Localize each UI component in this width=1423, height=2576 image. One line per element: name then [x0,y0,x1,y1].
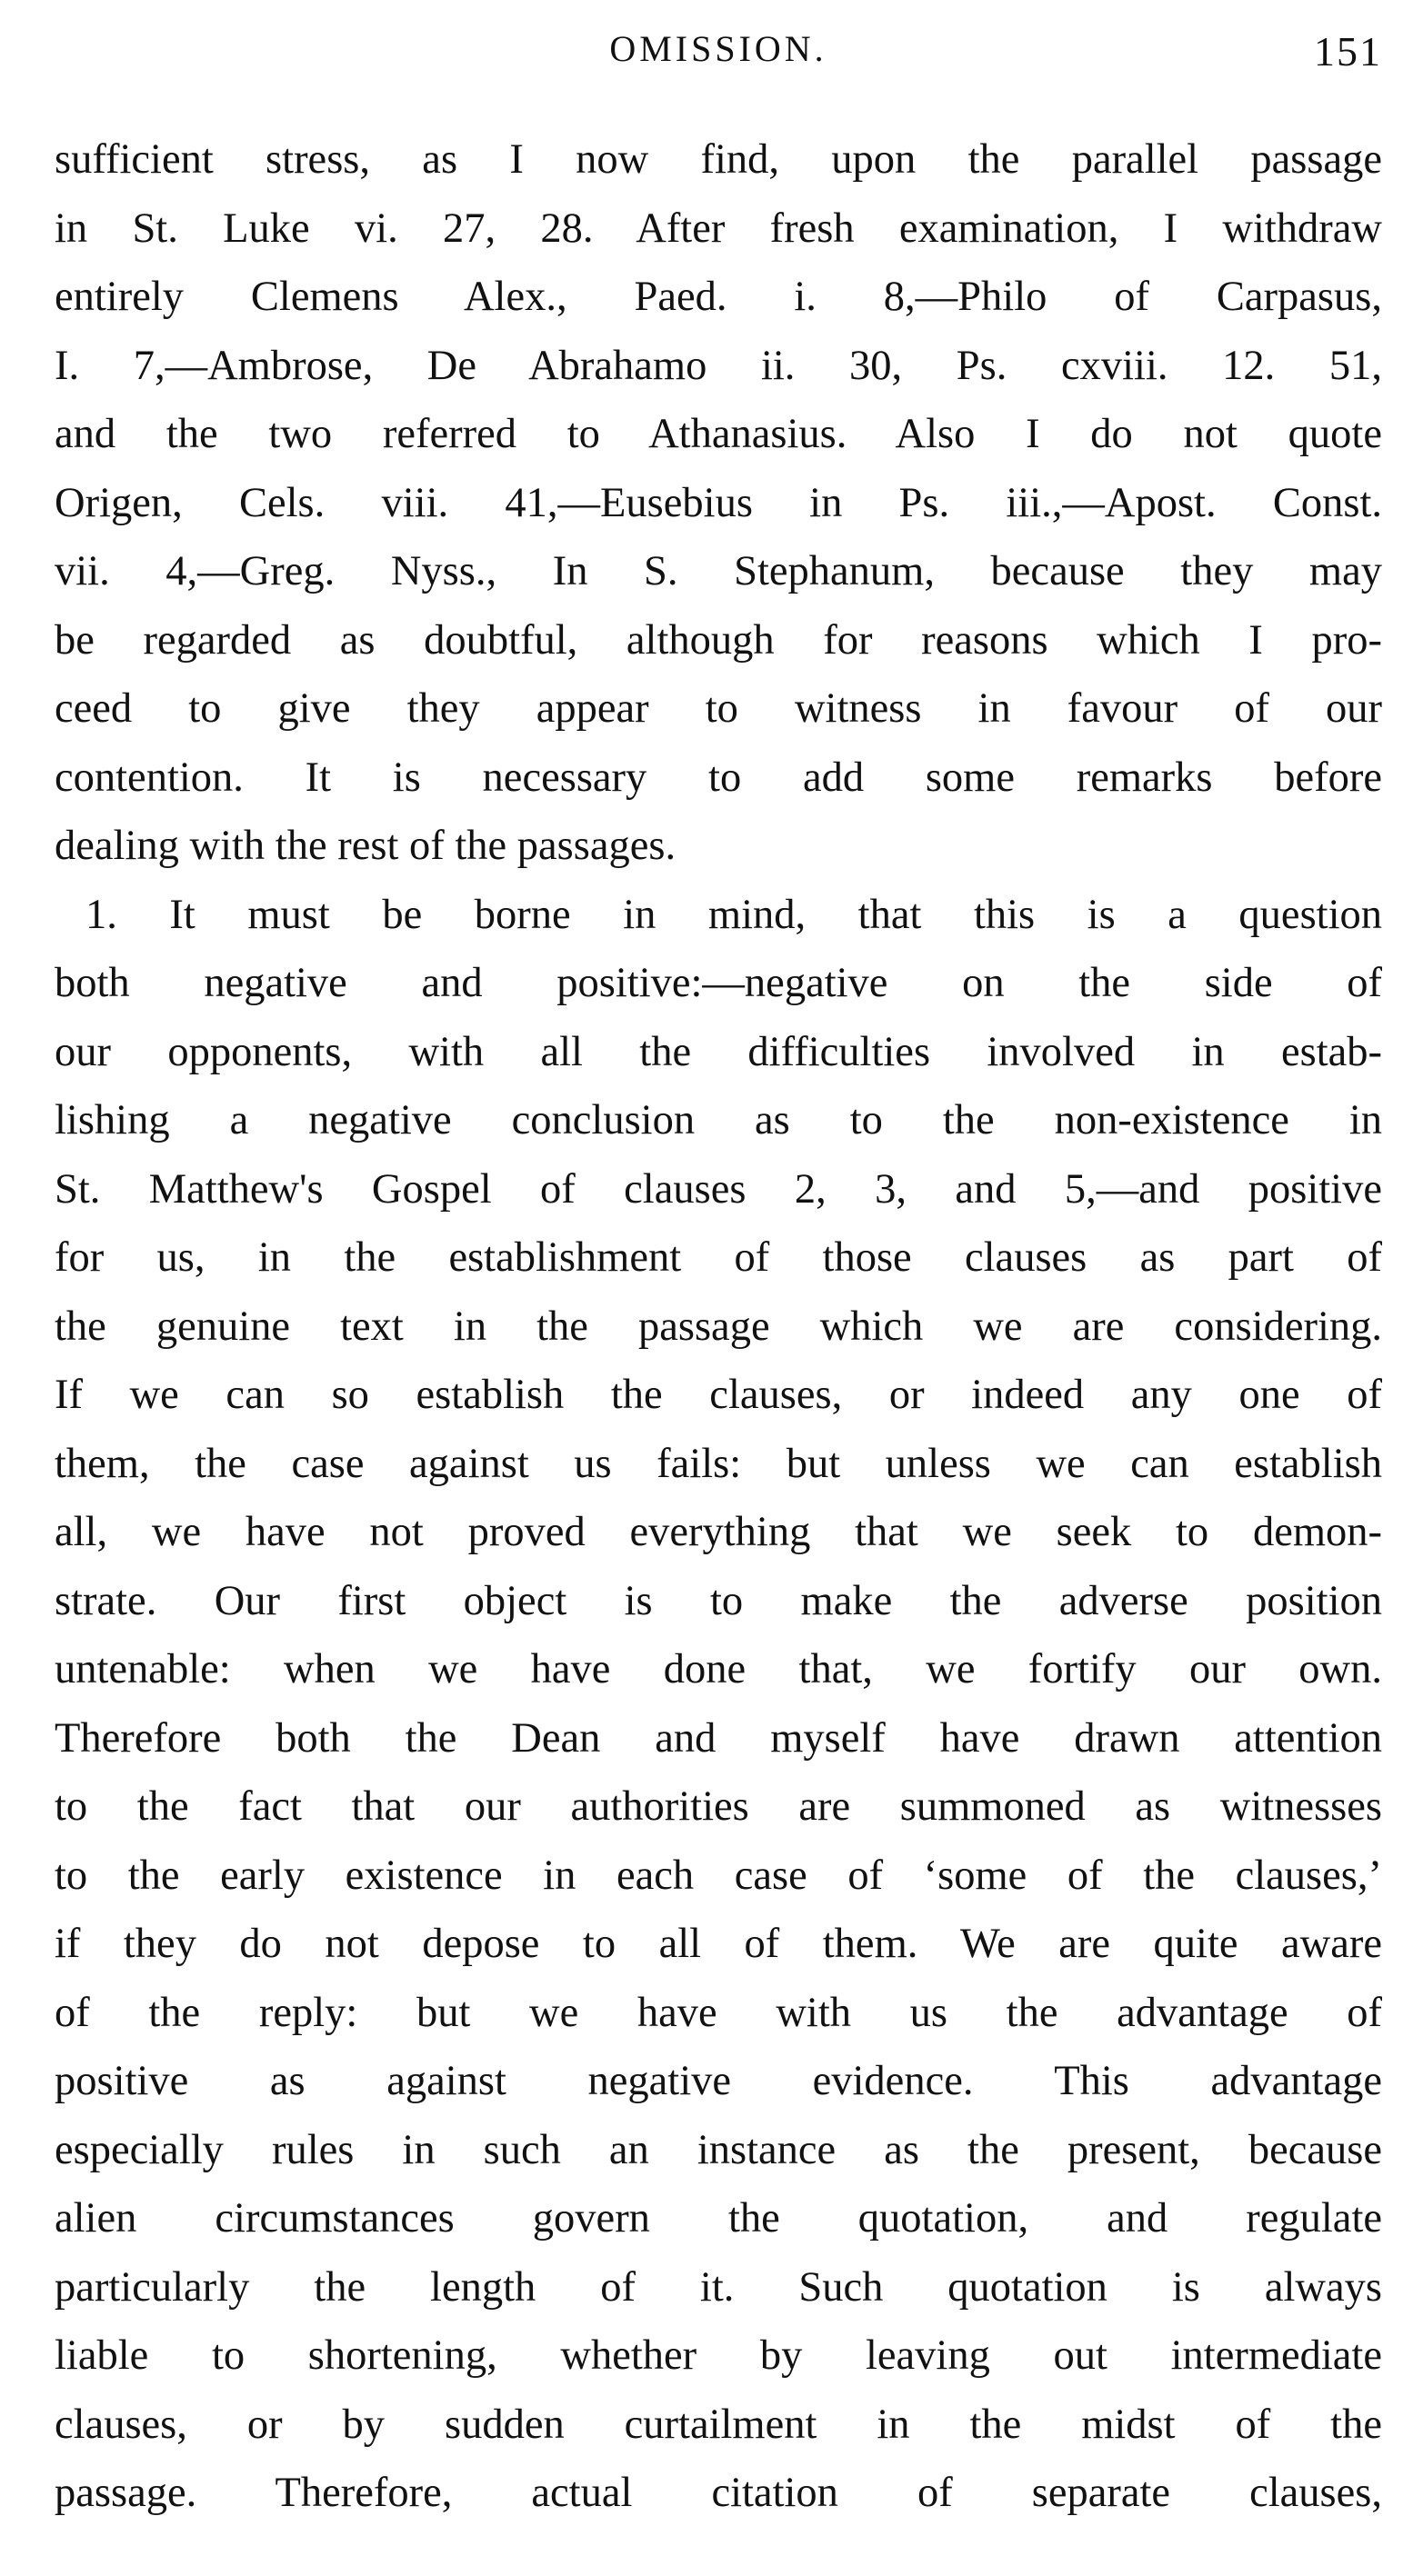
text-line: clauses, or by sudden curtailment in the midst of the [55,2401,1382,2448]
text-line: strate. Our first object is to make the adverse position [55,1577,1382,1624]
body-text [55,125,1382,2528]
text-line: to the early existence in each case of ‘some of the clauses,’ [55,1852,1382,1899]
page-number: 151 [1314,28,1382,75]
text-line: them, the case against us fails: but unless we can establish [55,1440,1382,1487]
text-line: to the fact that our authorities are summoned as witnesses [55,1783,1382,1830]
text-line: the genuine text in the passage which we are considering. [55,1303,1382,1350]
text-line: both negative and positive:—negative on the side of [55,960,1382,1006]
text-line: untenable: when we have done that, we fortify our own. [55,1646,1382,1692]
text-line: if they do not depose to all of them. We are quite aware [55,1921,1382,1967]
text-line: If we can so establish the clauses, or indeed any one of [55,1372,1382,1418]
text-line: sufficient stress, as I now find, upon the parallel passage [55,136,1382,183]
page-header [55,27,1382,82]
text-line: lishing a negative conclusion as to the non-existence in [55,1097,1382,1143]
text-line: passage. Therefore, actual citation of separate clauses, [55,2470,1382,2516]
text-line: our opponents, with all the difficulties involved in estab- [55,1028,1382,1075]
text-line: Therefore both the Dean and myself have drawn attention [55,1714,1382,1762]
text-line: alien circumstances govern the quotation, and regulate [55,2195,1382,2242]
text-line: ceed to give they appear to witness in favour of our [55,685,1382,732]
text-line: dealing with the rest of the passages. [55,823,676,869]
text-line: entirely Clemens Alex., Paed. i. 8,—Philo of Carpasus, [55,274,1382,320]
text-line: vii. 4,—Greg. Nyss., In S. Stephanum, because they may [55,548,1382,594]
text-line: positive as against negative evidence. This advantage [55,2058,1382,2104]
text-line: contention. It is necessary to add some remarks before [55,754,1382,801]
text-line: of the reply: but we have with us the advantage of [55,1989,1382,2036]
text-line: be regarded as doubtful, although for reasons which I pro- [55,616,1382,664]
text-line: in St. Luke vi. 27, 28. After fresh examination, I withdraw [55,205,1382,252]
text-line: especially rules in such an instance as the present, because [55,2126,1382,2173]
text-line: all, we have not proved everything that we seek to demon- [55,1509,1382,1555]
paragraph-start-line: 1. It must be borne in mind, that this is a question [85,891,1382,938]
text-line: I. 7,—Ambrose, De Abrahamo ii. 30, Ps. cxviii. 12. 51, [55,342,1382,389]
text-line: liable to shortening, whether by leaving out intermediate [55,2332,1382,2379]
text-line: St. Matthew's Gospel of clauses 2, 3, and 5,—and positive [55,1165,1382,1213]
text-line: for us, in the establishment of those clauses as part of [55,1234,1382,1281]
running-title: OMISSION. [609,28,827,69]
text-line: particularly the length of it. Such quotation is always [55,2263,1382,2311]
text-line: Origen, Cels. viii. 41,—Eusebius in Ps. iii.,—Apost. Const. [55,479,1382,526]
text-line: and the two referred to Athanasius. Also I do not quote [55,411,1382,457]
